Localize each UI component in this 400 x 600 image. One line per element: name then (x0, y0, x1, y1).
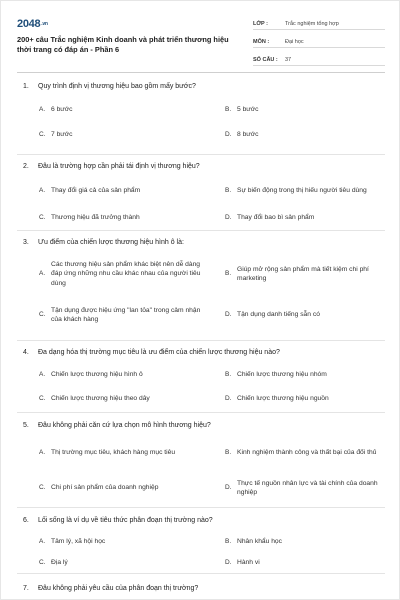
question-number: 7. (23, 585, 29, 592)
option-b[interactable] (225, 97, 397, 122)
option-letter: B. (225, 371, 232, 379)
option-letter: C. (39, 130, 46, 138)
question-6 (17, 508, 385, 574)
option-letter: C. (39, 484, 46, 492)
question-text (17, 584, 385, 599)
option-c[interactable] (39, 204, 211, 231)
answer-options (17, 97, 385, 147)
question-text (17, 516, 385, 531)
question-5 (17, 413, 385, 508)
option-text: Thực tế nguồn nhân lực và tài chính của doanh nghiệp (237, 479, 378, 496)
logo-suffix: .vn (41, 21, 48, 28)
option-b[interactable] (225, 253, 397, 295)
option-letter: C. (39, 395, 46, 403)
page-title: 200+ câu Trắc nghiệm Kinh doanh và phát triển thương hiệu thời trang có đáp án - Phần 6 (17, 35, 229, 54)
question-text (17, 348, 385, 363)
option-d[interactable] (225, 295, 397, 335)
answer-options (17, 436, 385, 506)
option-text: 5 bước (237, 105, 259, 113)
option-letter: A. (39, 186, 46, 194)
question-7 (17, 574, 385, 596)
option-c[interactable] (39, 470, 211, 506)
option-text: Tâm lý, xã hội học (51, 537, 106, 545)
option-b[interactable] (225, 177, 397, 204)
meta-row-class (253, 14, 385, 30)
answer-options (17, 253, 385, 335)
option-c[interactable] (39, 295, 211, 335)
option-text: Thị trường mục tiêu, khách hàng mục tiêu (51, 449, 176, 457)
option-text: Địa lý (51, 558, 68, 566)
option-b[interactable] (225, 531, 397, 552)
meta-info (253, 14, 385, 68)
option-a[interactable] (39, 97, 211, 122)
option-letter: A. (39, 105, 46, 113)
option-a[interactable] (39, 531, 211, 552)
option-letter: B. (225, 186, 232, 194)
option-c[interactable] (39, 387, 211, 411)
question-number: 5. (23, 422, 29, 429)
meta-row-count (253, 50, 385, 66)
question-stem: Lối sống là ví dụ về tiêu thức phân đoạn thị trường nào? (38, 517, 213, 524)
option-letter: D. (225, 213, 232, 221)
option-text: Các thương hiệu sản phẩm khác biệt nên dễ dàng đáp ứng những nhu cầu khác nhau của người tiêu dùng (51, 260, 201, 287)
question-number: 3. (23, 239, 29, 246)
option-letter: B. (225, 537, 232, 545)
option-b[interactable] (225, 363, 397, 387)
option-text: Chiến lược thương hiệu nguồn (237, 395, 329, 403)
question-stem: Quy trình định vị thương hiệu bao gồm mấy bước? (38, 83, 196, 90)
option-letter: B. (225, 105, 232, 113)
option-d[interactable] (225, 552, 397, 573)
meta-value: 37 (285, 57, 292, 63)
option-letter: A. (39, 449, 46, 457)
option-text: 8 bước (237, 130, 259, 138)
option-d[interactable] (225, 470, 397, 506)
answer-options (17, 531, 385, 573)
option-d[interactable] (225, 122, 397, 147)
question-stem: Đâu không phải yêu cầu của phân đoạn thị trường? (38, 585, 199, 592)
option-text: Tận dụng danh tiếng sẵn có (237, 311, 320, 319)
option-letter: B. (225, 449, 232, 457)
meta-label: SỐ CÂU : (253, 57, 278, 63)
option-letter: D. (225, 311, 232, 319)
option-text: Giúp mở rộng sản phẩm mà tiết kiệm chi phí marketing (237, 265, 369, 282)
option-text: Nhân khẩu học (237, 537, 282, 545)
option-b[interactable] (225, 436, 397, 470)
option-a[interactable] (39, 436, 211, 470)
question-stem: Đâu không phải căn cứ lựa chọn mô hình thương hiệu? (38, 422, 211, 429)
option-text: Thay đổi bao bì sản phẩm (237, 213, 315, 221)
question-list (17, 82, 385, 596)
option-text: 7 bước (51, 130, 73, 138)
option-a[interactable] (39, 253, 211, 295)
meta-row-subject (253, 32, 385, 48)
option-letter: D. (225, 558, 232, 566)
question-3 (17, 231, 385, 341)
option-text: Kinh nghiệm thành công và thất bại của đối thủ (237, 449, 377, 457)
option-text: 6 bước (51, 105, 73, 113)
option-text: Chiến lược thương hiệu theo dây (51, 395, 150, 403)
option-d[interactable] (225, 204, 397, 231)
option-c[interactable] (39, 122, 211, 147)
answer-options (17, 177, 385, 231)
option-letter: C. (39, 311, 46, 319)
option-d[interactable] (225, 387, 397, 411)
site-logo[interactable] (17, 18, 48, 30)
option-c[interactable] (39, 552, 211, 573)
option-letter: D. (225, 484, 232, 492)
option-a[interactable] (39, 177, 211, 204)
meta-value: Trắc nghiệm tổng hợp (285, 21, 339, 27)
option-text: Thay đổi giá cả của sản phẩm (51, 186, 141, 194)
option-letter: D. (225, 130, 232, 138)
question-text (17, 421, 385, 436)
question-2 (17, 155, 385, 231)
question-number: 2. (23, 163, 29, 170)
meta-label: LỚP : (253, 21, 268, 27)
question-text (17, 238, 385, 253)
option-letter: D. (225, 395, 232, 403)
option-text: Chi phí sản phẩm của doanh nghiệp (51, 484, 159, 492)
question-text (17, 162, 385, 177)
option-letter: A. (39, 270, 46, 278)
question-number: 4. (23, 349, 29, 356)
option-text: Tận dụng được hiệu ứng "lan tỏa" trong cảm nhận của khách hàng (51, 306, 201, 323)
option-a[interactable] (39, 363, 211, 387)
question-4 (17, 341, 385, 413)
option-text: Chiến lược thương hiệu hình ô (51, 371, 143, 379)
option-letter: C. (39, 558, 46, 566)
question-1 (17, 82, 385, 155)
meta-value: Đại học (285, 39, 304, 45)
answer-options (17, 363, 385, 411)
question-stem: Ưu điểm của chiến lược thương hiệu hình ô là: (38, 239, 184, 246)
option-letter: B. (225, 270, 232, 278)
logo-text: 2048 (17, 18, 41, 30)
question-stem: Đâu là trường hợp cần phải tái định vị thương hiệu? (38, 163, 200, 170)
option-text: Hành vi (237, 558, 260, 566)
header-divider (17, 72, 385, 73)
meta-label: MÔN : (253, 39, 270, 45)
option-letter: A. (39, 537, 46, 545)
option-text: Sự biến động trong thị hiếu người tiêu dùng (237, 186, 367, 194)
question-text (17, 82, 385, 97)
question-stem: Đa dạng hóa thị trường mục tiêu là ưu điểm của chiến lược thương hiệu nào? (38, 349, 280, 356)
question-number: 1. (23, 83, 29, 90)
option-text: Chiến lược thương hiệu nhóm (237, 371, 327, 379)
question-number: 6. (23, 517, 29, 524)
option-letter: A. (39, 371, 46, 379)
option-text: Thương hiệu đã trưởng thành (51, 213, 140, 221)
option-letter: C. (39, 213, 46, 221)
